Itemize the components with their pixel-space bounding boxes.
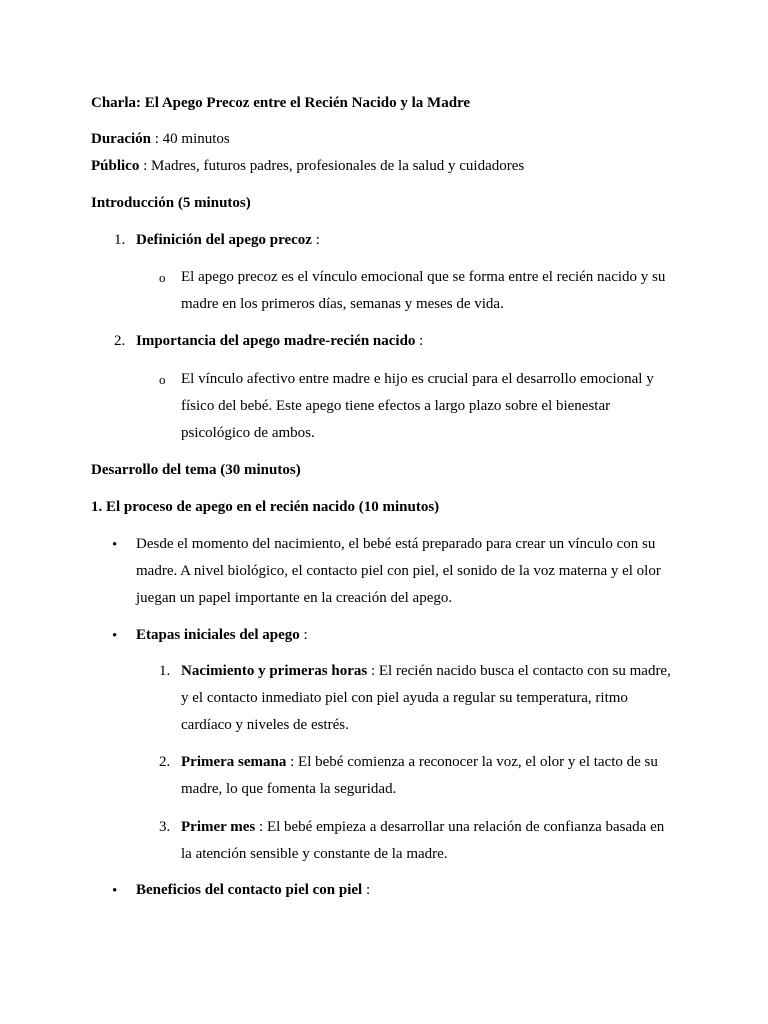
bullet-etapas: Etapas iniciales del apego : <box>136 627 308 643</box>
sub-bullet-marker: o <box>159 270 166 285</box>
bullet-marker: • <box>112 537 118 553</box>
paragraph-line: madre, lo que fomenta la seguridad. <box>181 781 397 797</box>
paragraph-line: Desde el momento del nacimiento, el bebé está preparado para crear un vínculo con su <box>136 536 656 552</box>
publico-label: Público <box>91 158 140 174</box>
list-number: 2. <box>159 754 171 770</box>
bullet-marker: • <box>112 883 118 899</box>
etapa-primer-mes: Primer mes : El bebé empieza a desarrollar una relación de confianza basada en <box>181 819 665 835</box>
document-title: Charla: El Apego Precoz entre el Recién Nacido y la Madre <box>91 95 471 111</box>
bullet-beneficios: Beneficios del contacto piel con piel : <box>136 882 371 898</box>
paragraph-line: cardíaco y niveles de estrés. <box>181 717 349 733</box>
paragraph-line: madre en los primeros días, semanas y meses de vida. <box>181 296 504 312</box>
bullet-marker: • <box>112 628 118 644</box>
intro-item-importancia: Importancia del apego madre-recién nacido : <box>136 333 424 349</box>
paragraph-line: la atención sensible y constante de la madre. <box>181 846 448 862</box>
duracion-label: Duración <box>91 131 151 147</box>
intro-item-definicion: Definición del apego precoz : <box>136 232 320 248</box>
desarrollo-heading: Desarrollo del tema (30 minutos) <box>91 462 301 478</box>
paragraph-line: El vínculo afectivo entre madre e hijo es crucial para el desarrollo emocional y <box>181 371 654 387</box>
list-number: 2. <box>114 333 126 349</box>
paragraph-line: físico del bebé. Este apego tiene efectos a largo plazo sobre el bienestar <box>181 398 611 414</box>
paragraph-line: y el contacto inmediato piel con piel ayuda a regular su temperatura, ritmo <box>181 690 628 706</box>
publico-line <box>91 157 524 175</box>
paragraph-line: juegan un papel importante en la creación del apego. <box>136 590 453 606</box>
list-number: 3. <box>159 819 171 835</box>
etapa-primera-semana: Primera semana : El bebé comienza a reconocer la voz, el olor y el tacto de su <box>181 754 658 770</box>
etapa-nacimiento: Nacimiento y primeras horas : El recién nacido busca el contacto con su madre, <box>181 663 671 679</box>
list-number: 1. <box>114 232 126 248</box>
paragraph-line: El apego precoz es el vínculo emocional que se forma entre el recién nacido y su <box>181 269 666 285</box>
sub-bullet-marker: o <box>159 372 166 387</box>
publico-value: : Madres, futuros padres, profesionales de la salud y cuidadores <box>139 158 525 174</box>
paragraph-line: psicológico de ambos. <box>181 425 315 441</box>
duracion-value: : 40 minutos <box>151 131 230 147</box>
section-heading: 1. El proceso de apego en el recién nacido (10 minutos) <box>91 499 440 515</box>
list-number: 1. <box>159 663 171 679</box>
duracion-line <box>91 130 230 148</box>
paragraph-line: madre. A nivel biológico, el contacto piel con piel, el sonido de la voz materna y el olor <box>136 563 661 579</box>
intro-heading: Introducción (5 minutos) <box>91 195 251 211</box>
